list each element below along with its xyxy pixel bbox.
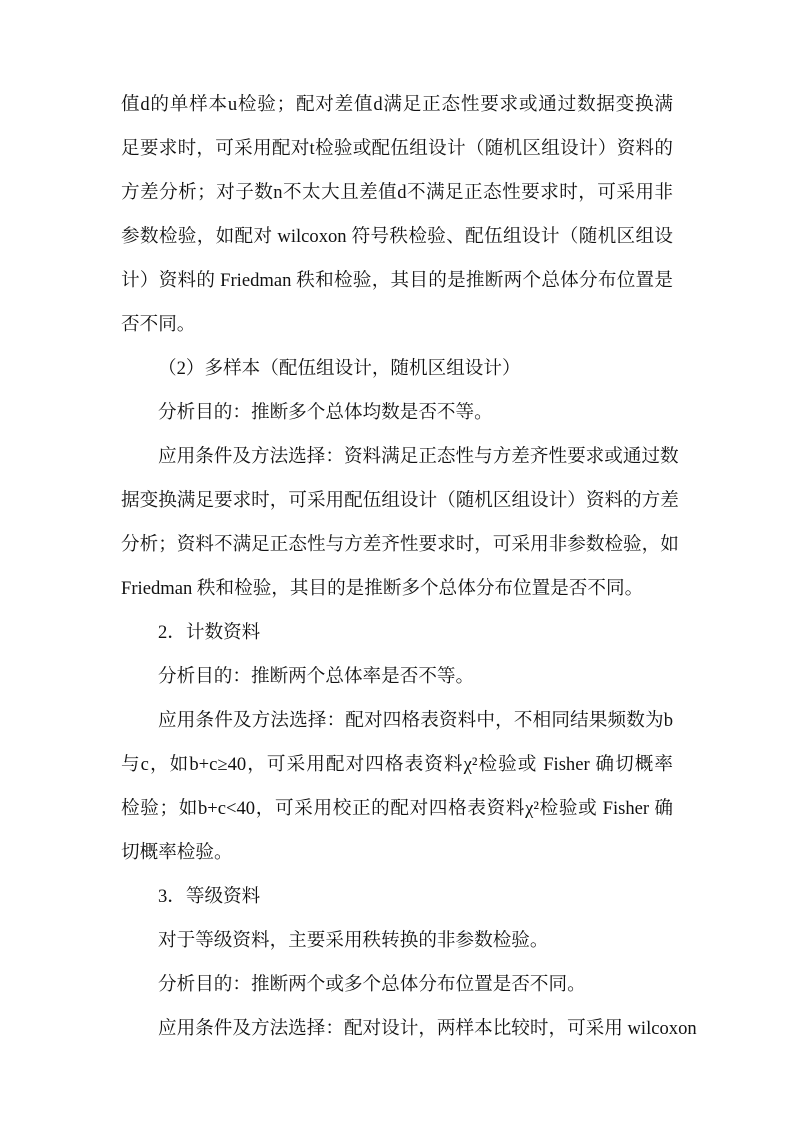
text-line: 2．计数资料 <box>158 622 261 643</box>
text-line: 参数检验，如配对 wilcoxon 符号秩检验、配伍组设计（随机区组设 <box>121 226 673 247</box>
text-line: 切概率检验。 <box>121 842 233 863</box>
paragraph-p8 <box>121 875 673 919</box>
text-line: 分析；资料不满足正态性与方差齐性要求时，可采用非参数检验，如 <box>121 534 679 555</box>
text-line: 分析目的：推断两个或多个总体分布位置是否不同。 <box>158 974 586 995</box>
text-line: 方差分析；对子数n不太大且差值d不满足正态性要求时，可采用非 <box>121 182 673 203</box>
text-line: 与c，如b+c≥40，可采用配对四格表资料χ²检验或 Fisher 确切概率 <box>121 754 673 775</box>
document-page <box>121 83 697 1051</box>
paragraph-p5 <box>121 611 673 655</box>
paragraph-p9 <box>121 919 673 963</box>
paragraph-p11 <box>121 1007 697 1051</box>
text-line: 否不同。 <box>121 314 196 335</box>
paragraph-p6 <box>121 655 673 699</box>
text-line: 分析目的：推断两个总体率是否不等。 <box>158 666 475 687</box>
text-line: Friedman 秩和检验，其目的是推断多个总体分布位置是否不同。 <box>121 578 644 599</box>
paragraph-p10 <box>121 963 673 1007</box>
text-line: 应用条件及方法选择：配对四格表资料中，不相同结果频数为b <box>158 710 673 731</box>
text-line: 检验；如b+c<40，可采用校正的配对四格表资料χ²检验或 Fisher 确 <box>121 798 673 819</box>
paragraph-p2 <box>121 347 673 391</box>
paragraph-p3 <box>121 391 673 435</box>
text-line: 足要求时，可采用配对t检验或配伍组设计（随机区组设计）资料的 <box>121 138 673 159</box>
paragraph-p7 <box>121 699 673 875</box>
text-line: 对于等级资料，主要采用秩转换的非参数检验。 <box>158 930 549 951</box>
text-line: 计）资料的 Friedman 秩和检验，其目的是推断两个总体分布位置是 <box>121 270 673 291</box>
text-line: 应用条件及方法选择：资料满足正态性与方差齐性要求或通过数 <box>158 446 679 467</box>
paragraph-p1 <box>121 83 673 347</box>
text-line: 3．等级资料 <box>158 886 261 907</box>
text-line: 分析目的：推断多个总体均数是否不等。 <box>158 402 493 423</box>
text-line: 据变换满足要求时，可采用配伍组设计（随机区组设计）资料的方差 <box>121 490 679 511</box>
text-line: （2）多样本（配伍组设计，随机区组设计） <box>158 358 521 379</box>
paragraph-p4 <box>121 435 679 611</box>
text-line: 值d的单样本u检验；配对差值d满足正态性要求或通过数据变换满 <box>121 94 673 115</box>
text-line: 应用条件及方法选择：配对设计，两样本比较时，可采用 wilcoxon <box>158 1018 697 1039</box>
